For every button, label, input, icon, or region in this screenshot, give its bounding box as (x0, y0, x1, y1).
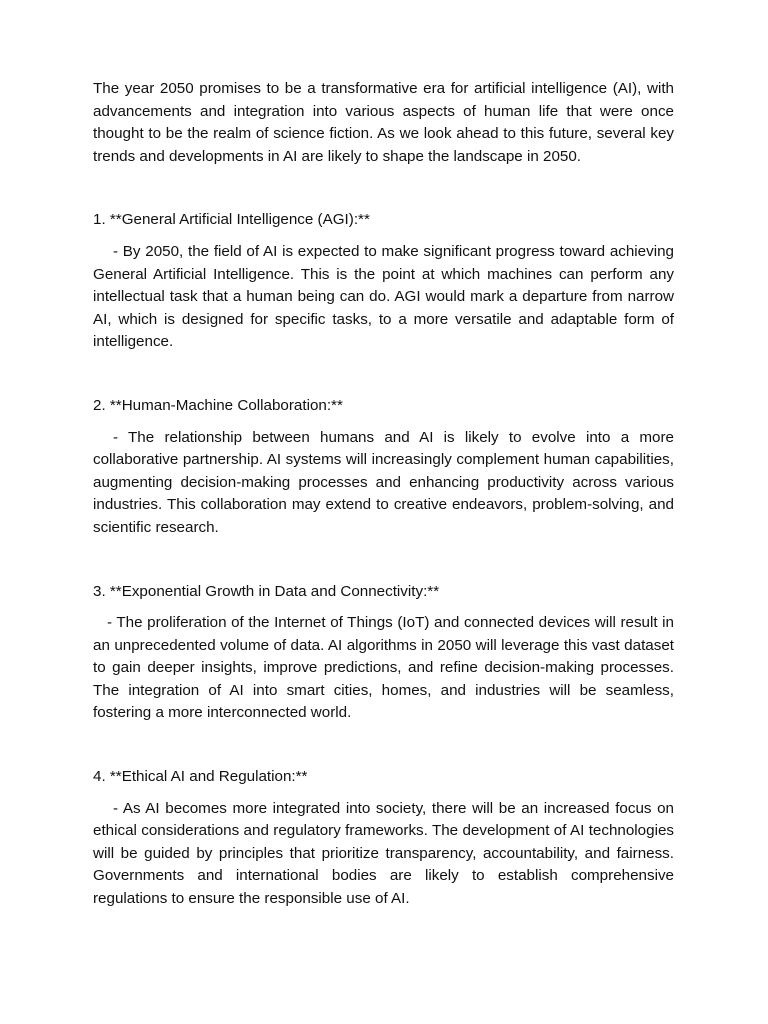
section-body: - The relationship between humans and AI is likely to evolve into a more collaborative partnership. AI systems will increasingly complement human capabilities, augmenting decision-making processes and enhancing productivity across various industries. This collaboration may extend to creative endeavors, problem-solving, and scientific research. (93, 428, 674, 536)
section-heading: 3. **Exponential Growth in Data and Connectivity:** (93, 582, 440, 600)
section-human-machine (93, 395, 674, 540)
section-heading: 4. **Ethical AI and Regulation:** (93, 768, 308, 786)
section-data-connectivity (93, 581, 674, 726)
document-page (93, 78, 674, 952)
section-body: - By 2050, the field of AI is expected to make significant progress toward achieving General Artificial Intelligence. This is the point at which machines can perform any intellectual task that a human being can do. AGI would mark a departure from narrow AI, which is designed for specific tasks, to a more versatile and adaptable form of intelligence. (93, 242, 674, 351)
section-heading: 1. **General Artificial Intelligence (AGI):** (93, 211, 370, 229)
section-agi (93, 209, 674, 354)
intro-paragraph: The year 2050 promises to be a transformative era for artificial intelligence (AI), with advancements and integration into various aspects of human life that were once thought to be the realm of science fiction. As we look ahead to this future, several key trends and developments in AI are likely to shape the landscape in 2050. (93, 80, 674, 165)
section-ethical-ai (93, 766, 674, 911)
section-heading: 2. **Human-Machine Collaboration:** (93, 396, 343, 414)
section-body: - The proliferation of the Internet of Things (IoT) and connected devices will result in an unprecedented volume of data. AI algorithms in 2050 will leverage this vast dataset to gain deeper insights, improve predictions, and refine decision-making processes. The integration of AI into smart cities, homes, and industries will be seamless, fostering a more interconnected world. (93, 614, 674, 722)
section-body: - As AI becomes more integrated into society, there will be an increased focus on ethical considerations and regulatory frameworks. The development of AI technologies will be guided by principles that prioritize transparency, accountability, and fairness. Governments and international bodies are likely to establish comprehensive regulations to ensure the responsible use of AI. (93, 799, 674, 908)
